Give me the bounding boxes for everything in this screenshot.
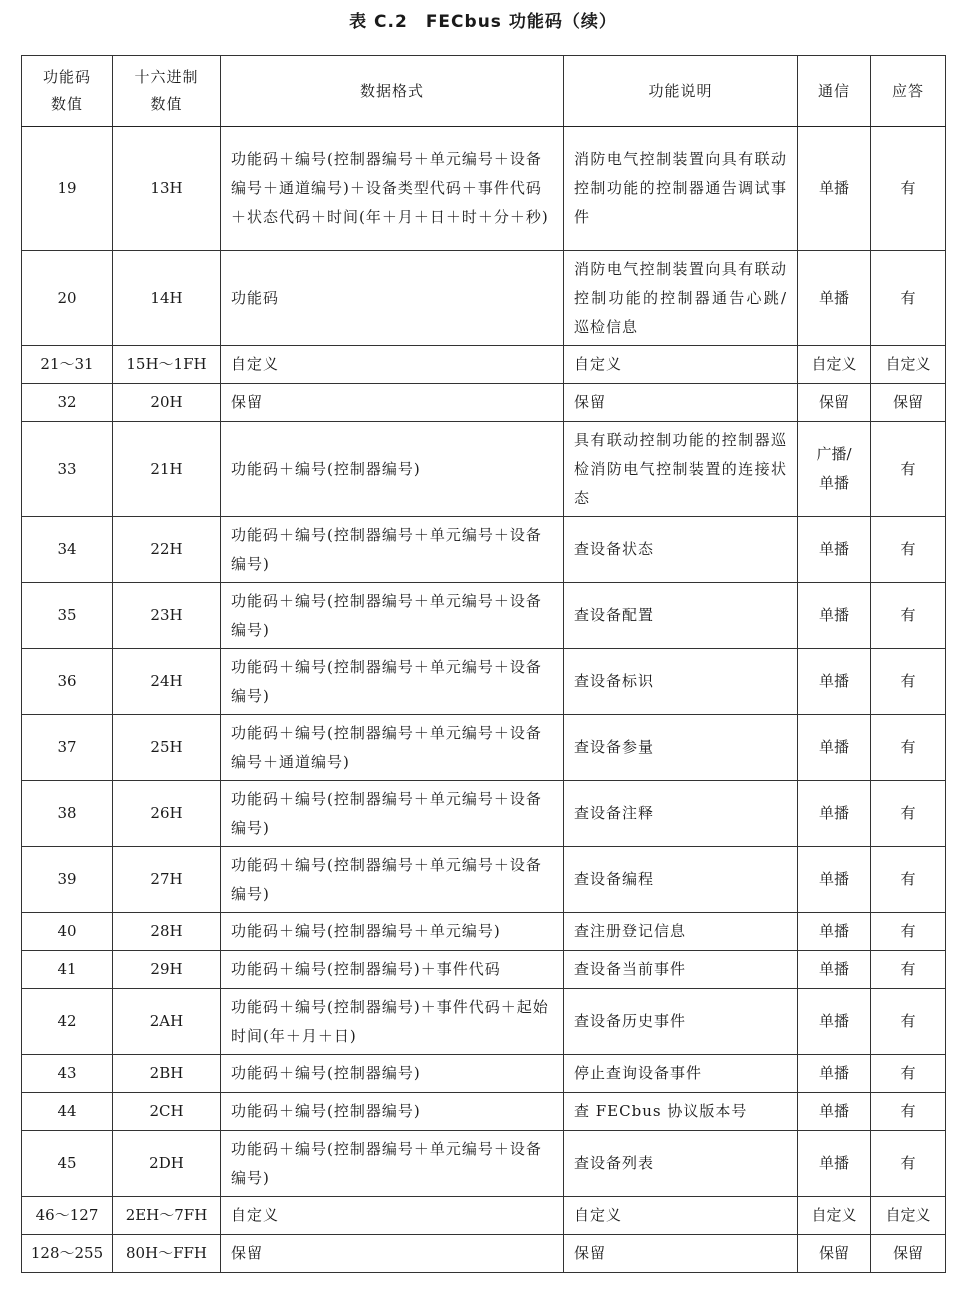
cell-comm: 单播 <box>798 649 871 715</box>
header-comm: 通信 <box>798 56 871 127</box>
cell-comm: 单播 <box>798 251 871 346</box>
cell-code-dec: 32 <box>22 384 113 422</box>
table-row <box>22 1197 946 1235</box>
cell-code-hex: 29H <box>113 951 221 989</box>
cell-resp: 有 <box>871 127 946 251</box>
cell-resp: 自定义 <box>871 346 946 384</box>
cell-code-dec: 46～127 <box>22 1197 113 1235</box>
cell-format: 保留 <box>221 384 564 422</box>
cell-code-dec: 33 <box>22 422 113 517</box>
cell-desc: 自定义 <box>564 346 798 384</box>
cell-format: 功能码＋编号(控制器编号＋单元编号＋设备编号＋通道编号) <box>221 715 564 781</box>
cell-code-dec: 34 <box>22 517 113 583</box>
cell-desc: 保留 <box>564 384 798 422</box>
cell-format: 功能码＋编号(控制器编号＋单元编号＋设备编号) <box>221 1131 564 1197</box>
cell-desc: 保留 <box>564 1235 798 1273</box>
cell-desc: 查设备当前事件 <box>564 951 798 989</box>
cell-format: 功能码＋编号(控制器编号＋单元编号＋设备编号) <box>221 649 564 715</box>
cell-comm: 自定义 <box>798 346 871 384</box>
table-row <box>22 384 946 422</box>
cell-comm: 单播 <box>798 913 871 951</box>
cell-resp: 保留 <box>871 384 946 422</box>
cell-format: 功能码＋编号(控制器编号＋单元编号) <box>221 913 564 951</box>
cell-code-hex: 2CH <box>113 1093 221 1131</box>
cell-code-dec: 45 <box>22 1131 113 1197</box>
cell-format: 功能码＋编号(控制器编号) <box>221 422 564 517</box>
cell-resp: 有 <box>871 913 946 951</box>
cell-code-hex: 2AH <box>113 989 221 1055</box>
cell-resp: 有 <box>871 1093 946 1131</box>
cell-code-hex: 27H <box>113 847 221 913</box>
cell-format: 功能码 <box>221 251 564 346</box>
cell-resp: 保留 <box>871 1235 946 1273</box>
cell-resp: 有 <box>871 781 946 847</box>
function-code-table <box>21 55 946 1273</box>
cell-format: 功能码＋编号(控制器编号＋单元编号＋设备编号) <box>221 583 564 649</box>
cell-code-hex: 2DH <box>113 1131 221 1197</box>
cell-desc: 消防电气控制装置向具有联动控制功能的控制器通告调试事件 <box>564 127 798 251</box>
cell-code-hex: 22H <box>113 517 221 583</box>
table-row <box>22 346 946 384</box>
cell-comm: 单播 <box>798 127 871 251</box>
table-row <box>22 1093 946 1131</box>
cell-code-dec: 38 <box>22 781 113 847</box>
cell-format: 功能码＋编号(控制器编号＋单元编号＋设备编号＋通道编号)＋设备类型代码＋事件代码＋状态代码＋时间(年＋月＋日＋时＋分＋秒) <box>221 127 564 251</box>
table-row <box>22 127 946 251</box>
cell-resp: 自定义 <box>871 1197 946 1235</box>
cell-code-hex: 13H <box>113 127 221 251</box>
cell-desc: 查设备配置 <box>564 583 798 649</box>
cell-resp: 有 <box>871 847 946 913</box>
cell-format: 功能码＋编号(控制器编号)＋事件代码 <box>221 951 564 989</box>
table-row <box>22 847 946 913</box>
cell-format: 功能码＋编号(控制器编号)＋事件代码＋起始时间(年＋月＋日) <box>221 989 564 1055</box>
cell-resp: 有 <box>871 422 946 517</box>
cell-format: 保留 <box>221 1235 564 1273</box>
cell-format: 功能码＋编号(控制器编号＋单元编号＋设备编号) <box>221 517 564 583</box>
table-title: 表 C.2 FECbus 功能码（续） <box>349 12 617 32</box>
cell-code-hex: 80H～FFH <box>113 1235 221 1273</box>
cell-format: 自定义 <box>221 346 564 384</box>
header-row <box>22 56 946 127</box>
cell-resp: 有 <box>871 1055 946 1093</box>
header-format: 数据格式 <box>221 56 564 127</box>
table-row <box>22 649 946 715</box>
cell-code-dec: 35 <box>22 583 113 649</box>
cell-resp: 有 <box>871 989 946 1055</box>
cell-desc: 查设备参量 <box>564 715 798 781</box>
cell-format: 功能码＋编号(控制器编号) <box>221 1093 564 1131</box>
cell-desc: 查设备标识 <box>564 649 798 715</box>
cell-code-hex: 24H <box>113 649 221 715</box>
cell-code-hex: 21H <box>113 422 221 517</box>
cell-comm: 广播/ 单播 <box>798 422 871 517</box>
table-body <box>22 127 946 1273</box>
cell-code-dec: 37 <box>22 715 113 781</box>
cell-desc: 查设备编程 <box>564 847 798 913</box>
cell-desc: 自定义 <box>564 1197 798 1235</box>
cell-desc: 查设备状态 <box>564 517 798 583</box>
cell-desc: 停止查询设备事件 <box>564 1055 798 1093</box>
cell-resp: 有 <box>871 715 946 781</box>
cell-code-hex: 14H <box>113 251 221 346</box>
cell-resp: 有 <box>871 583 946 649</box>
cell-format: 自定义 <box>221 1197 564 1235</box>
cell-resp: 有 <box>871 951 946 989</box>
cell-resp: 有 <box>871 251 946 346</box>
cell-code-hex: 20H <box>113 384 221 422</box>
cell-comm: 自定义 <box>798 1197 871 1235</box>
cell-format: 功能码＋编号(控制器编号) <box>221 1055 564 1093</box>
cell-desc: 查注册登记信息 <box>564 913 798 951</box>
cell-code-dec: 40 <box>22 913 113 951</box>
header-resp: 应答 <box>871 56 946 127</box>
table-row <box>22 715 946 781</box>
cell-code-dec: 128～255 <box>22 1235 113 1273</box>
table-row <box>22 951 946 989</box>
table-row <box>22 251 946 346</box>
cell-code-dec: 44 <box>22 1093 113 1131</box>
header-code-dec: 功能码 数值 <box>22 56 113 127</box>
cell-comm: 单播 <box>798 847 871 913</box>
cell-desc: 查 FECbus 协议版本号 <box>564 1093 798 1131</box>
table-row <box>22 583 946 649</box>
table-row <box>22 1235 946 1273</box>
cell-comm: 单播 <box>798 1055 871 1093</box>
cell-comm: 单播 <box>798 1093 871 1131</box>
cell-code-hex: 2EH～7FH <box>113 1197 221 1235</box>
cell-desc: 查设备列表 <box>564 1131 798 1197</box>
header-desc: 功能说明 <box>564 56 798 127</box>
table-row <box>22 422 946 517</box>
cell-code-dec: 42 <box>22 989 113 1055</box>
cell-resp: 有 <box>871 649 946 715</box>
cell-format: 功能码＋编号(控制器编号＋单元编号＋设备编号) <box>221 847 564 913</box>
table-row <box>22 517 946 583</box>
cell-comm: 单播 <box>798 781 871 847</box>
cell-code-hex: 25H <box>113 715 221 781</box>
cell-code-hex: 26H <box>113 781 221 847</box>
cell-comm: 单播 <box>798 989 871 1055</box>
cell-code-dec: 19 <box>22 127 113 251</box>
cell-code-dec: 36 <box>22 649 113 715</box>
cell-resp: 有 <box>871 1131 946 1197</box>
cell-code-hex: 28H <box>113 913 221 951</box>
cell-code-dec: 20 <box>22 251 113 346</box>
cell-code-dec: 41 <box>22 951 113 989</box>
cell-resp: 有 <box>871 517 946 583</box>
table-row <box>22 913 946 951</box>
cell-comm: 单播 <box>798 715 871 781</box>
cell-comm: 单播 <box>798 583 871 649</box>
cell-desc: 查设备注释 <box>564 781 798 847</box>
cell-comm: 保留 <box>798 384 871 422</box>
cell-code-hex: 23H <box>113 583 221 649</box>
table-row <box>22 989 946 1055</box>
cell-code-dec: 39 <box>22 847 113 913</box>
cell-format: 功能码＋编号(控制器编号＋单元编号＋设备编号) <box>221 781 564 847</box>
cell-code-hex: 15H～1FH <box>113 346 221 384</box>
cell-comm: 单播 <box>798 951 871 989</box>
cell-code-hex: 2BH <box>113 1055 221 1093</box>
table-row <box>22 1131 946 1197</box>
cell-comm: 单播 <box>798 517 871 583</box>
cell-comm: 保留 <box>798 1235 871 1273</box>
header-code-hex: 十六进制 数值 <box>113 56 221 127</box>
cell-desc: 消防电气控制装置向具有联动控制功能的控制器通告心跳/巡检信息 <box>564 251 798 346</box>
table-row <box>22 1055 946 1093</box>
table-row <box>22 781 946 847</box>
cell-comm: 单播 <box>798 1131 871 1197</box>
cell-desc: 具有联动控制功能的控制器巡检消防电气控制装置的连接状态 <box>564 422 798 517</box>
cell-code-dec: 43 <box>22 1055 113 1093</box>
cell-desc: 查设备历史事件 <box>564 989 798 1055</box>
cell-code-dec: 21～31 <box>22 346 113 384</box>
